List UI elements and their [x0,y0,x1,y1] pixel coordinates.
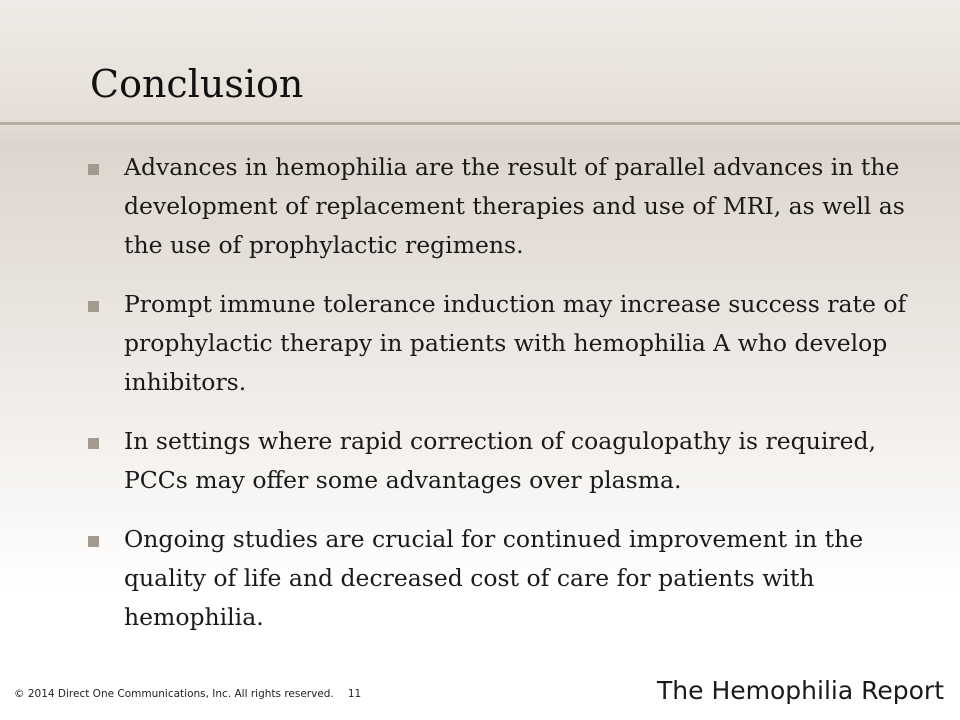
square-bullet-icon [88,438,99,449]
brand-logo: The Hemophilia Report [657,676,944,705]
title-divider [0,122,960,125]
bullet-text: Ongoing studies are crucial for continued improvement in the quality of life and decreased cost of care for patients with hemophilia. [124,525,864,631]
bullet-item [88,285,918,402]
bullet-list [88,148,918,657]
slide-title: Conclusion [90,62,304,106]
bullet-item [88,422,918,500]
square-bullet-icon [88,536,99,547]
bullet-text: Advances in hemophilia are the result of parallel advances in the development of replacement therapies and use of MRI, as well as the use of prophylactic regimens. [124,153,905,259]
bullet-item [88,148,918,265]
footer-copyright [14,688,361,700]
bullet-text: Prompt immune tolerance induction may increase success rate of prophylactic therapy in patients with hemophilia A who develop inhibitors. [124,290,907,396]
bullet-item [88,520,918,637]
square-bullet-icon [88,301,99,312]
page-number: 11 [347,688,362,700]
square-bullet-icon [88,164,99,175]
copyright-text: © 2014 Direct One Communications, Inc. All rights reserved. [14,688,334,700]
bullet-text: In settings where rapid correction of coagulopathy is required, PCCs may offer some advantages over plasma. [124,427,876,494]
